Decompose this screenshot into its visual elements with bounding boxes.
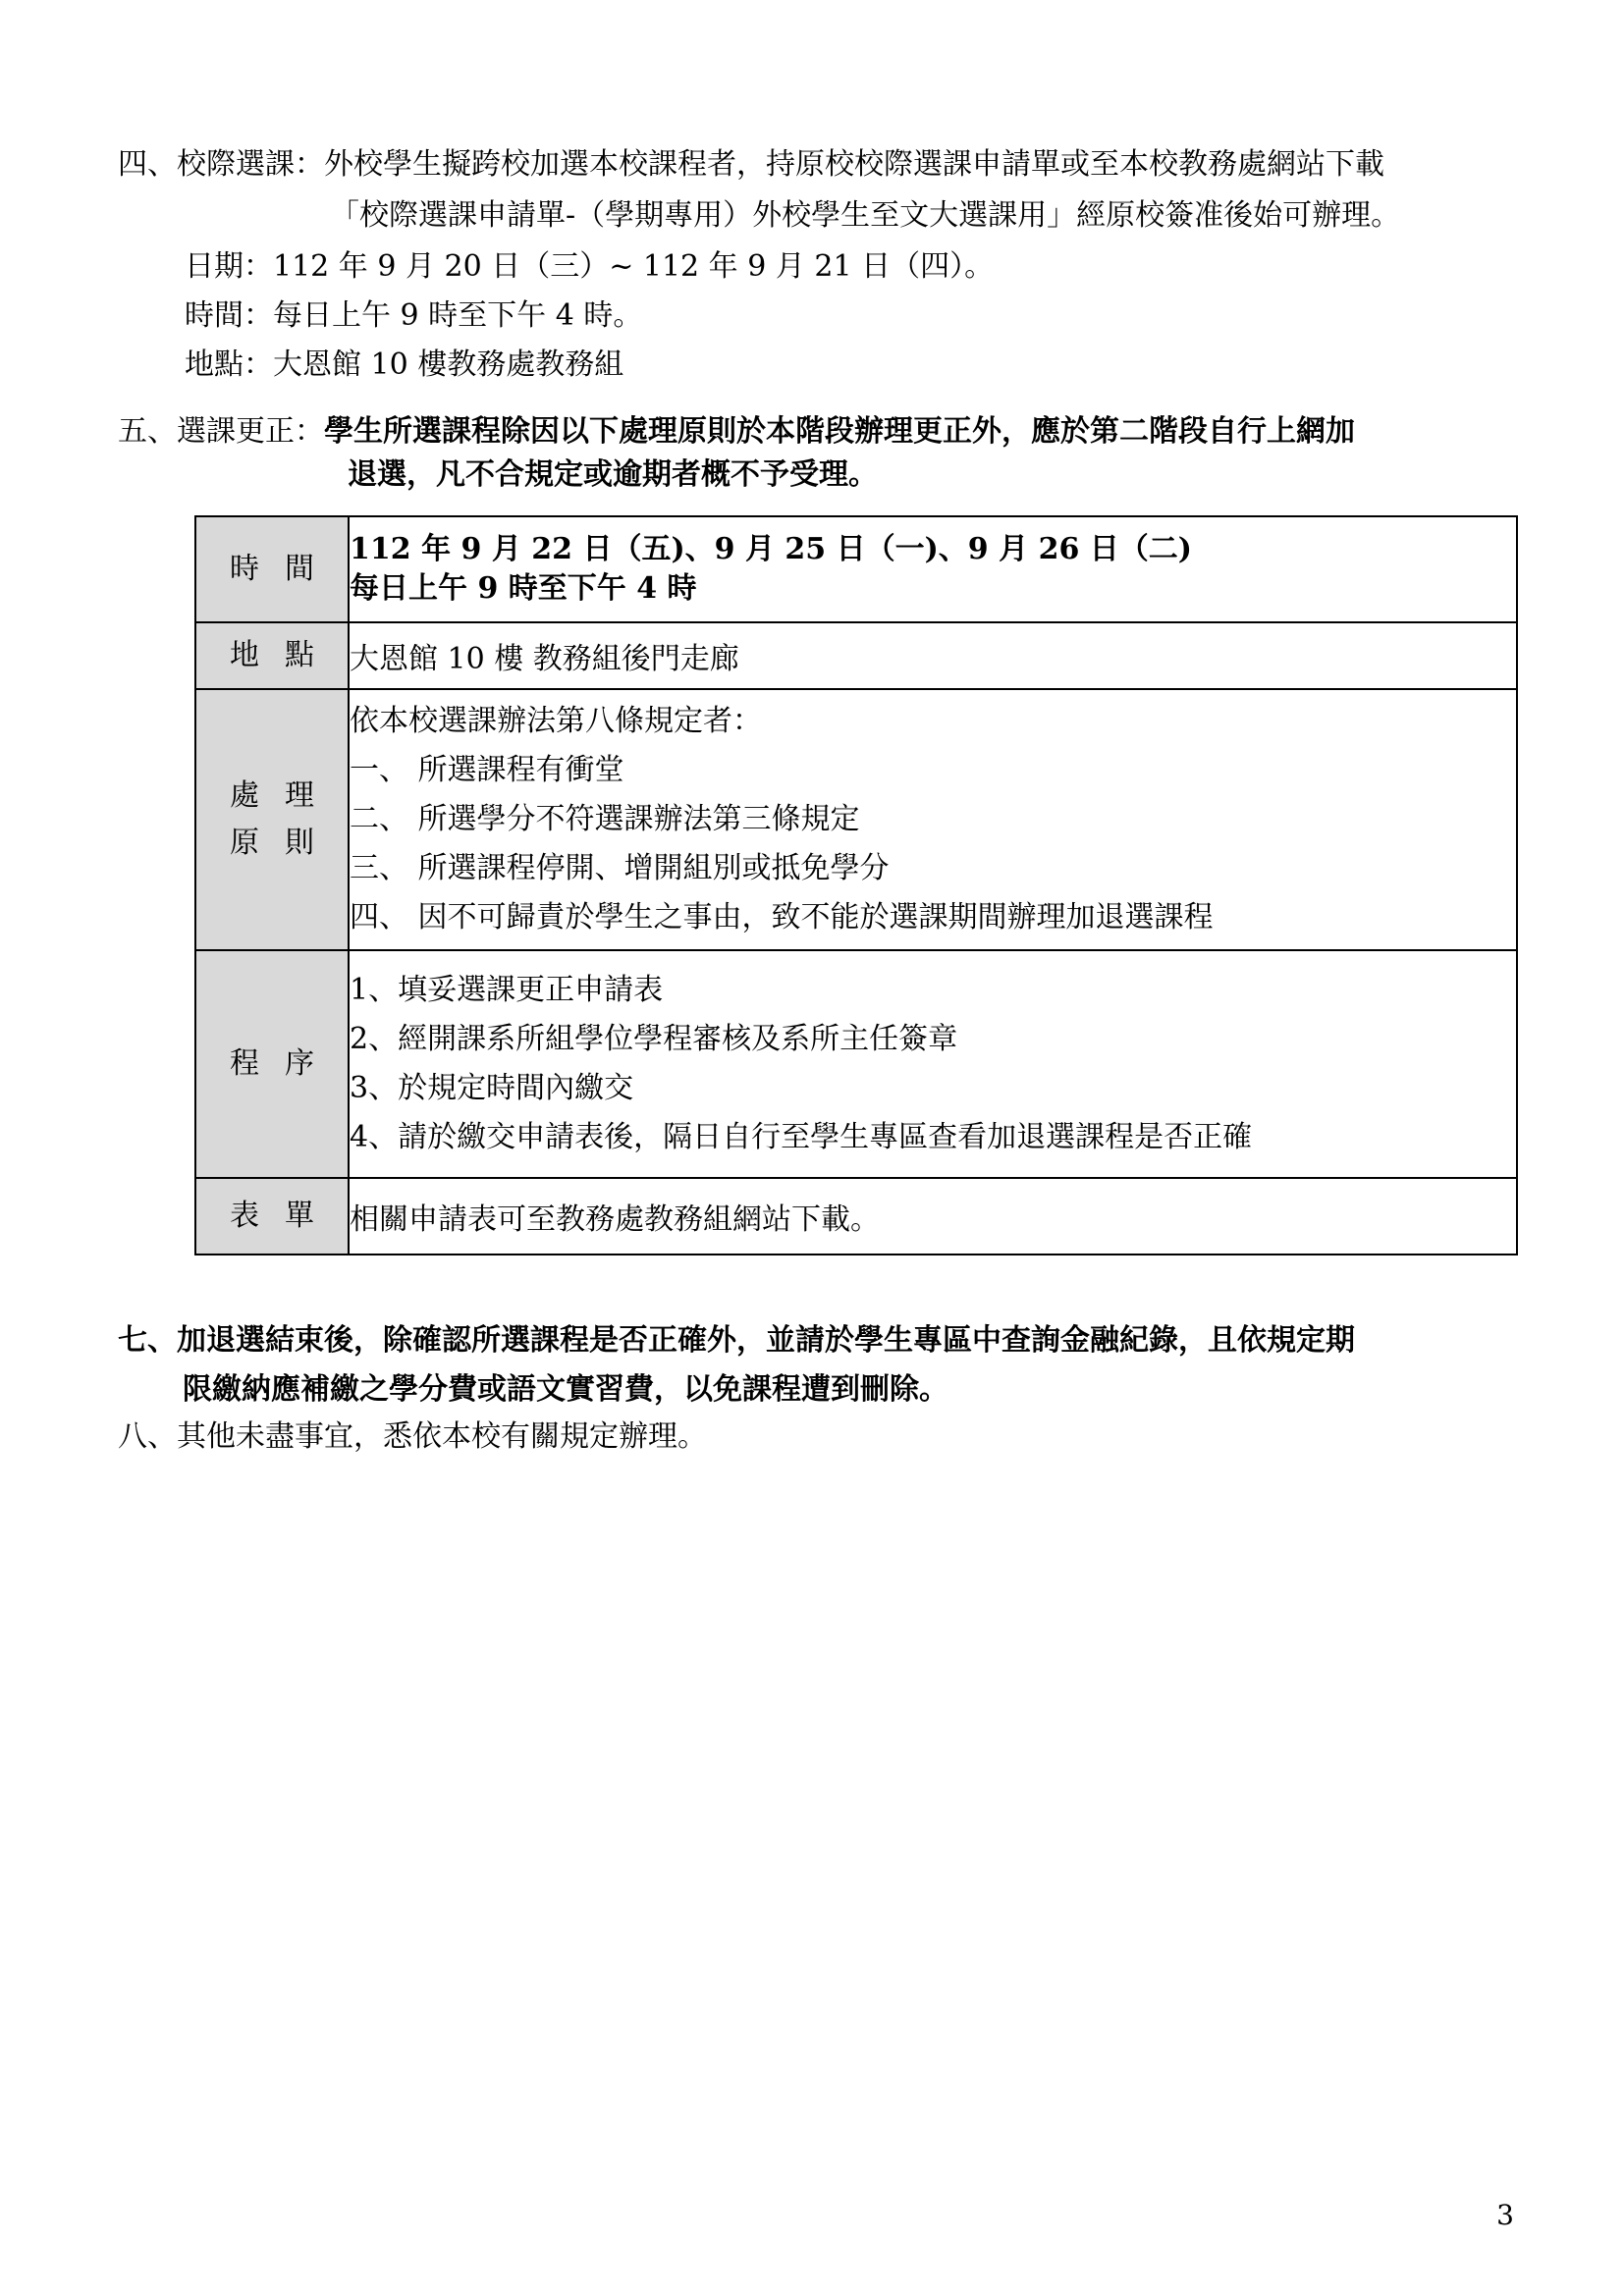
section5-prefix: 五、選課更正： [118,414,324,449]
principle-item: 三、 所選課程停開、增開組別或抵免學分 [350,851,890,885]
section4-date: 日期：112 年 9 月 20 日（三）~ 112 年 9 月 21 日（四）。 [185,249,995,284]
principle-item: 四、 因不可歸責於學生之事由，致不能於選課期間辦理加退選課程 [350,900,1214,934]
page-number: 3 [1496,2199,1514,2231]
table-row-time [195,516,1517,622]
table-row-procedure [195,950,1517,1178]
section7-line1: 七、加退選結束後，除確認所選課程是否正確外，並請於學生專區中查詢金融紀錄，且依規定期 [118,1323,1355,1358]
time-cell [349,516,1517,622]
section4-line1: 四、校際選課：外校學生擬跨校加選本校課程者，持原校校際選課申請單或至本校教務處網站下載 [118,147,1384,182]
form-label: 表單 [195,1178,349,1255]
principle-label [195,689,349,950]
principle-label-line2: 原則 [230,826,340,860]
principles-cell [349,689,1517,950]
section8-line1: 八、其他未盡事宜，悉依本校有關規定辦理。 [118,1419,707,1454]
procedure-item: 2、經開課系所組學位學程審核及系所主任簽章 [350,1022,958,1056]
place-label: 地點 [195,622,349,689]
principle-label-line1: 處理 [230,778,340,813]
procedure-label: 程序 [195,950,349,1178]
principle-item: 一、 所選課程有衝堂 [350,753,624,787]
section5-bold-text: 學生所選課程除因以下處理原則於本階段辦理更正外，應於第二階段自行上網加 [324,414,1355,449]
course-correction-table [194,515,1518,1255]
form-value: 相關申請表可至教務處教務組網站下載。 [349,1178,1517,1255]
table-row-form [195,1178,1517,1255]
time-line1: 112 年 9 月 22 日（五)、9 月 25 日（一)、9 月 26 日（二) [350,532,1192,566]
procedure-item: 4、請於繳交申請表後，隔日自行至學生專區查看加退選課程是否正確 [350,1120,1253,1154]
section7-line2: 限繳納應補繳之學分費或語文實習費，以免課程遭到刪除。 [183,1372,948,1407]
section5-line2: 退選，凡不合規定或逾期者概不予受理。 [348,457,878,492]
procedure-cell [349,950,1517,1178]
procedure-item: 1、填妥選課更正申請表 [350,973,664,1007]
time-line2: 每日上午 9 時至下午 4 時 [350,571,697,606]
table-row-principles [195,689,1517,950]
section4-place: 地點：大恩館 10 樓教務處教務組 [185,347,624,382]
place-value: 大恩館 10 樓 教務組後門走廊 [349,622,1517,689]
section5-line1 [118,412,1355,452]
principle-item: 二、 所選學分不符選課辦法第三條規定 [350,802,860,836]
time-label: 時間 [195,516,349,622]
section4-time: 時間：每日上午 9 時至下午 4 時。 [185,298,643,333]
principle-item: 依本校選課辦法第八條規定者： [350,704,762,738]
table-row-place [195,622,1517,689]
procedure-item: 3、於規定時間內繳交 [350,1071,634,1105]
section4-line2: 「校際選課申請單-（學期專用）外校學生至文大選課用」經原校簽准後始可辦理。 [330,198,1401,233]
